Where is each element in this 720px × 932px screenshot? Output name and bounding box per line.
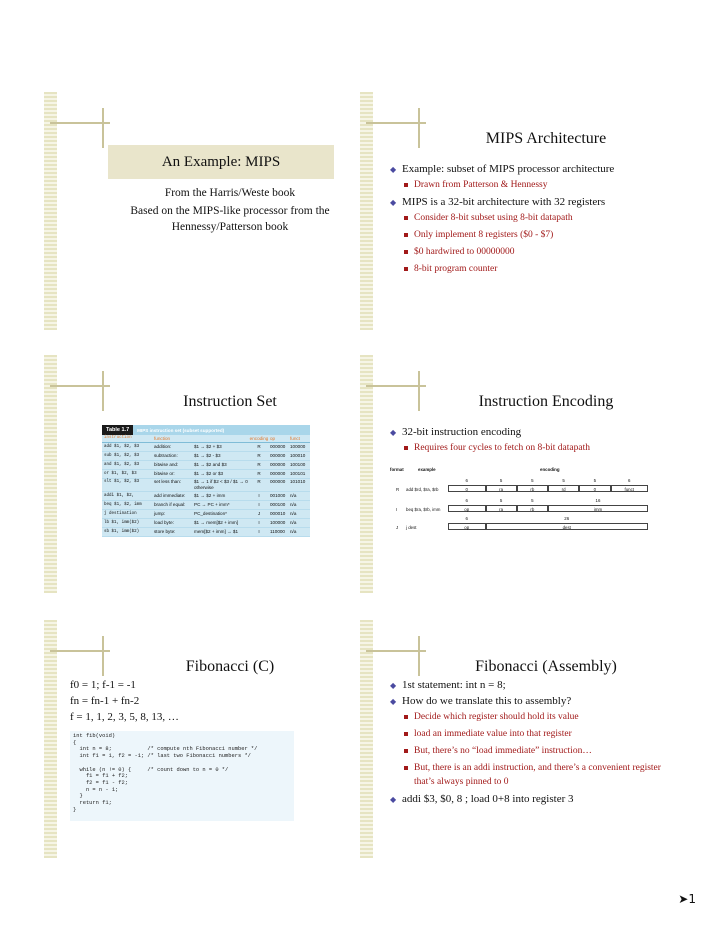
field-bit-width: 6 <box>465 498 468 503</box>
decorative-stripes <box>44 92 57 330</box>
table-cell: n/a <box>290 502 297 507</box>
table-cell: R <box>257 462 261 467</box>
encoding-field: 0 <box>579 485 610 492</box>
table-cell: 001000 <box>270 493 286 498</box>
slide-title: An Example: MIPS <box>108 145 334 179</box>
format-example: beq $ra, $rb, imm <box>406 507 441 512</box>
page-number: ➤1 <box>678 892 696 906</box>
table-cell: 000100 <box>270 502 286 507</box>
table-cell: 101010 <box>290 479 306 484</box>
table-cell: PC → PC + imm* <box>194 502 230 507</box>
table-cell: beq $1, $2, imm <box>104 503 142 507</box>
table-row <box>102 479 310 492</box>
page-number-value: 1 <box>688 892 696 906</box>
encoding-field: 0 <box>448 485 486 492</box>
decorative-rule <box>366 385 426 387</box>
slide-title: Instruction Encoding <box>478 393 614 410</box>
fibonacci-definition <box>70 678 179 726</box>
table-columns <box>102 435 310 443</box>
table-row <box>102 510 310 519</box>
decorative-rule <box>50 650 110 652</box>
sub-bullet: Requires four cycles to fetch on 8-bit datapath <box>390 441 672 455</box>
table-caption: MIPS instruction set (subset supported) <box>137 427 225 433</box>
table-header <box>102 425 310 435</box>
table-cell: 100101 <box>290 471 306 476</box>
math-line: f0 = 1; f-1 = -1 <box>70 679 136 691</box>
table-cell: or $1, $2, $3 <box>104 472 137 476</box>
table-row <box>102 528 310 537</box>
bullet: ◆ Example: subset of MIPS processor architecture <box>390 162 672 177</box>
math-line: fn = fn-1 + fn-2 <box>70 695 140 707</box>
field-bit-width: 5 <box>593 478 597 483</box>
field-bit-width: 5 <box>531 498 534 503</box>
table-cell: I <box>258 520 260 525</box>
field-bit-width: 5 <box>562 478 565 483</box>
sub-bullet: 8-bit program counter <box>390 262 672 276</box>
encoding-field: funct <box>611 485 649 492</box>
field-bit-width: 6 <box>465 478 468 483</box>
table-cell: $1 → $2 - $3 <box>194 453 221 458</box>
slide-mips-architecture <box>360 92 676 330</box>
table-tag: Table 1.7 <box>102 425 133 435</box>
body-line: From the Harris/Weste book <box>164 187 296 199</box>
table-cell: and $1, $2, $3 <box>104 463 140 467</box>
field-bit-width: 5 <box>499 478 503 483</box>
encoding-field: rd <box>548 485 579 492</box>
encoding-field: op <box>448 505 486 512</box>
table-cell: jump: <box>154 511 166 516</box>
table-cell: j destination <box>104 512 137 516</box>
decorative-stripes <box>360 355 373 593</box>
sub-bullet: Only implement 8 registers ($0 - $7) <box>390 228 672 242</box>
encoding-field: rb <box>517 505 548 512</box>
sub-bullet: Drawn from Patterson & Hennessy <box>390 178 672 192</box>
decorative-stripes <box>44 355 57 593</box>
decorative-stripes <box>360 92 373 330</box>
table-cell: I <box>258 529 260 534</box>
table-cell: 100100 <box>290 462 306 467</box>
table-cell: PC_destination* <box>194 511 227 516</box>
bullet: ◆ addi $3, $0, 8 ; load 0+8 into register 3 <box>390 792 672 807</box>
math-line: f = 1, 1, 2, 3, 5, 8, 13, … <box>70 711 179 723</box>
decorative-rule <box>50 385 110 387</box>
table-cell: addition: <box>154 444 172 449</box>
encoding-field: rb <box>517 485 548 492</box>
table-cell: R <box>257 453 261 458</box>
table-cell: n/a <box>290 493 297 498</box>
field-bit-width: 26 <box>564 516 570 521</box>
table-cell: $1 → $2 and $3 <box>194 462 227 467</box>
format-example: j dest <box>406 525 417 530</box>
table-cell: load byte: <box>154 520 174 525</box>
table-cell: branch if equal: <box>154 502 186 507</box>
table-cell: 000000 <box>270 462 286 467</box>
instruction-table <box>102 425 310 537</box>
slide-instruction-set <box>44 355 360 593</box>
column-header: op <box>270 436 276 441</box>
bullet: ◆ How do we translate this to assembly? <box>390 694 672 709</box>
sub-bullet: But, there’s no “load immediate” instruction… <box>390 744 672 758</box>
format-label: J <box>396 525 399 530</box>
table-cell: 100000 <box>290 444 306 449</box>
format-label: I <box>396 507 398 512</box>
table-cell: store byte: <box>154 529 176 534</box>
code-block: int fib(void) { int n = 8; /* compute nth Fibonacci number */ int f1 = 1, f2 = -1; /* last two Fibonacci numbers */ while (n != 0) { /* count down to n = 0 */ f1 = f1 + f2; f2 = f1 - f2; n = n - 1; } return f1; } <box>70 731 294 821</box>
table-cell: $1 → mem[$2 + imm] <box>194 520 239 525</box>
sub-bullet: Consider 8-bit subset using 8-bit datapath <box>390 211 672 225</box>
bullet-list <box>390 678 672 808</box>
table-row <box>102 470 310 479</box>
table-cell: set less than: <box>154 479 182 484</box>
decorative-rule <box>366 122 426 124</box>
table-cell: $1 → $2 + $3 <box>194 444 222 449</box>
table-cell: sub $1, $2, $3 <box>104 454 140 458</box>
table-cell: mem[$2 + imm] → $1 <box>194 529 239 534</box>
table-row <box>102 519 310 528</box>
table-cell: bitwise or: <box>154 471 175 476</box>
table-row <box>102 452 310 461</box>
body-line: Based on the MIPS-like processor from the Hennessy/Patterson book <box>130 205 330 233</box>
decorative-rule <box>102 108 104 148</box>
bullet-list <box>390 162 672 279</box>
table-cell: $1 → 1 if $2 < $3 / $1 → 0 otherwise <box>194 479 248 490</box>
field-bit-width: 6 <box>465 516 468 521</box>
slide-title: Fibonacci (C) <box>185 658 275 675</box>
bullet-list <box>390 425 672 458</box>
table-cell: add immediate: <box>154 493 186 498</box>
decorative-rule <box>50 122 110 124</box>
encoding-field: op <box>448 523 486 530</box>
encoding-header: example <box>418 467 436 472</box>
field-bit-width: 5 <box>531 478 534 483</box>
column-header <box>194 435 248 442</box>
encoding-field: dest <box>486 523 649 530</box>
table-cell: I <box>258 502 260 507</box>
table-cell: n/a <box>290 520 297 525</box>
table-cell: slt $1, $2, $3 <box>104 480 140 484</box>
table-cell: 000000 <box>270 444 286 449</box>
table-cell: $1 → $2 or $3 <box>194 471 224 476</box>
format-example: add $rd, $ra, $rb <box>406 487 439 492</box>
bullet: ◆ 1st statement: int n = 8; <box>390 678 672 693</box>
decorative-rule <box>366 650 426 652</box>
field-bit-width: 6 <box>628 478 631 483</box>
table-cell: 000000 <box>270 471 286 476</box>
slide-fibonacci-c <box>44 620 360 858</box>
field-bit-width: 16 <box>595 498 601 503</box>
slide-title: Fibonacci (Assembly) <box>475 658 617 675</box>
encoding-header: encoding <box>540 467 560 472</box>
encoding-diagram <box>390 467 660 537</box>
decorative-stripes <box>44 620 57 858</box>
sub-bullet: load an immediate value into that register <box>390 727 672 741</box>
table-cell: n/a <box>290 529 297 534</box>
table-cell: I <box>258 493 260 498</box>
table-cell: R <box>257 471 261 476</box>
table-cell: addi $1, $2, <box>104 494 135 498</box>
slide-title: Instruction Set <box>183 393 277 410</box>
format-label: R <box>396 487 400 492</box>
table-cell: 000000 <box>270 453 286 458</box>
sub-bullet: Decide which register should hold its value <box>390 710 672 724</box>
table-cell: 100000 <box>270 520 286 525</box>
table-cell: lb $1, imm($2) <box>104 521 140 525</box>
slide-instruction-encoding <box>360 355 676 593</box>
table-cell: 100010 <box>290 453 306 458</box>
table-cell: add $1, $2, $3 <box>104 445 140 449</box>
table-cell: 110000 <box>270 529 285 534</box>
table-body <box>102 443 310 537</box>
table-cell: R <box>257 479 261 484</box>
table-cell: subtraction: <box>154 453 178 458</box>
bullet: ◆ MIPS is a 32-bit architecture with 32 registers <box>390 195 672 210</box>
slide-body <box>108 185 352 237</box>
table-cell: $1 → $2 + imm <box>194 493 226 498</box>
table-cell: 000000 <box>270 479 286 484</box>
bullet: ◆ 32-bit instruction encoding <box>390 425 672 440</box>
table-row <box>102 443 310 452</box>
column-header: instruction <box>104 436 132 440</box>
column-header: function <box>154 436 171 441</box>
table-row <box>102 492 310 501</box>
table-cell: sb $1, imm($2) <box>104 530 140 534</box>
field-bit-width: 5 <box>499 498 503 503</box>
table-cell: R <box>257 444 261 449</box>
column-header: encoding <box>249 436 269 441</box>
encoding-header: format <box>390 467 404 472</box>
table-row <box>102 501 310 510</box>
decorative-stripes <box>360 620 373 858</box>
encoding-field: imm <box>548 505 648 512</box>
table-row <box>102 461 310 470</box>
table-cell: n/a <box>290 511 297 516</box>
table-cell: 000010 <box>270 511 286 516</box>
sub-bullet: But, there is an addi instruction, and there’s a convenient register that’s always pinned to 0 <box>390 761 672 789</box>
slide-title: MIPS Architecture <box>485 130 607 147</box>
slide-fibonacci-assembly <box>360 620 676 858</box>
table-cell: J <box>257 511 261 516</box>
table-cell: bitwise and: <box>154 462 179 467</box>
slide-an-example-mips <box>44 92 360 330</box>
column-header: funct <box>290 436 300 441</box>
sub-bullet: $0 hardwired to 00000000 <box>390 245 672 259</box>
encoding-field: ra <box>486 505 517 512</box>
encoding-field: ra <box>486 485 517 492</box>
